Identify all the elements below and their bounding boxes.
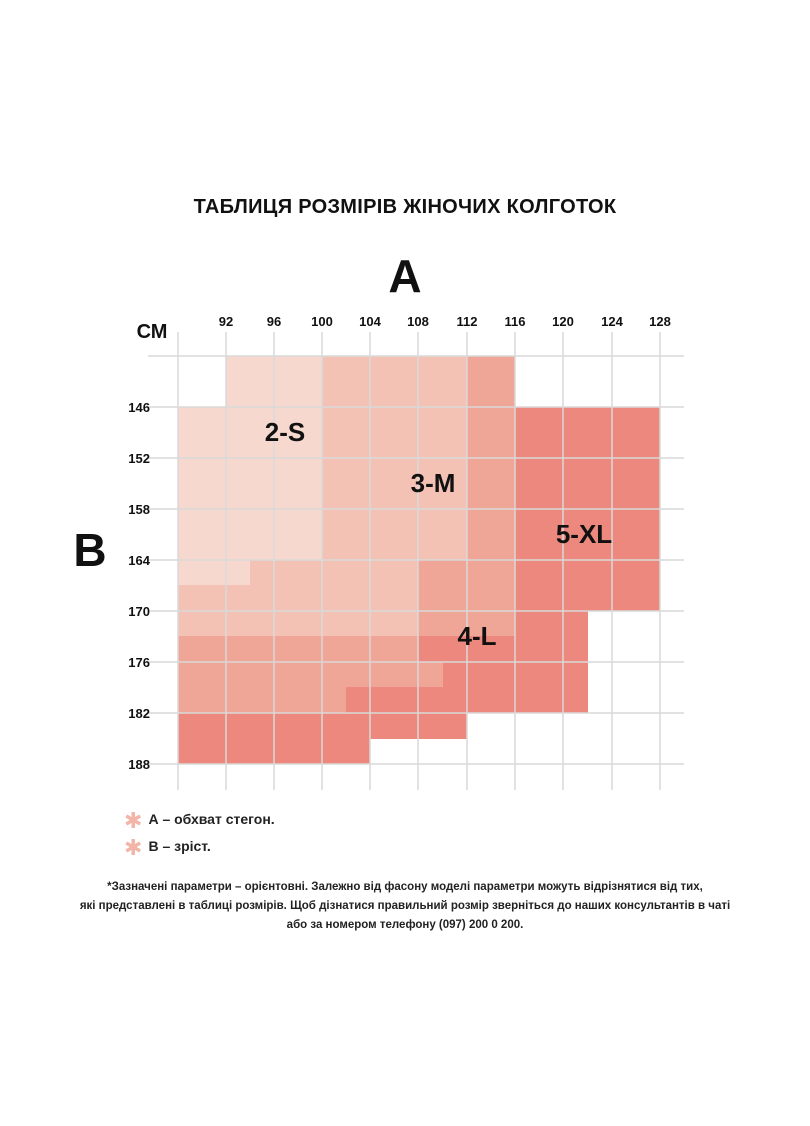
- x-tick-label: 100: [311, 314, 333, 329]
- page-title: ТАБЛИЦЯ РОЗМІРІВ ЖІНОЧИХ КОЛГОТОК: [193, 196, 617, 218]
- x-tick-label: 112: [456, 314, 478, 329]
- size-region-3-m: [250, 560, 418, 585]
- footnote-line: або за номером телефону (097) 200 0 200.: [286, 919, 524, 931]
- size-region-4-l: [178, 687, 346, 713]
- y-tick-label: 146: [128, 400, 150, 415]
- size-label: 2-S: [264, 417, 306, 447]
- y-tick-label: 152: [128, 451, 150, 466]
- size-region-5-xl: [346, 687, 515, 713]
- y-tick-label: 158: [128, 502, 150, 517]
- size-region-2-s: [178, 560, 250, 585]
- x-tick-label: 96: [266, 314, 282, 329]
- y-axis-letter: B: [73, 524, 107, 576]
- y-tick-label: 182: [128, 706, 150, 721]
- x-tick-label: 92: [218, 314, 234, 329]
- x-tick-label: 120: [552, 314, 574, 329]
- x-tick-label: 116: [504, 314, 526, 329]
- x-tick-label: 104: [359, 314, 381, 329]
- y-tick-label: 176: [128, 655, 150, 670]
- asterisk-icon: ✱: [124, 808, 143, 833]
- x-axis-letter: A: [388, 250, 422, 302]
- legend-item-b: [124, 835, 211, 861]
- asterisk-icon: ✱: [124, 835, 143, 860]
- size-label: 3-M: [410, 468, 456, 498]
- legend-b-text: В – зріст.: [148, 838, 211, 854]
- y-tick-label: 164: [128, 553, 150, 568]
- size-region-4-l: [178, 636, 418, 662]
- size-label: 5-XL: [555, 519, 613, 549]
- legend-item-a: [124, 808, 275, 834]
- y-tick-label: 188: [128, 757, 150, 772]
- x-tick-label: 108: [407, 314, 429, 329]
- size-region-5-xl: [443, 662, 515, 687]
- unit-label: СМ: [136, 321, 168, 343]
- footnote-line: *Зазначені параметри – орієнтовні. Залежно від фасону моделі параметри можуть відрізнятися від тих,: [107, 881, 703, 893]
- size-label: 4-L: [457, 621, 497, 651]
- x-tick-label: 128: [649, 314, 671, 329]
- y-tick-label: 170: [128, 604, 150, 619]
- x-tick-label: 124: [601, 314, 623, 329]
- footnote-line: які представлені в таблиці розмірів. Щоб дізнатися правильний розмір зверніться до наших консультантів в чаті: [79, 900, 731, 912]
- legend-a-text: А – обхват стегон.: [148, 811, 275, 827]
- footnote: [60, 878, 750, 935]
- size-region-4-l: [178, 662, 443, 687]
